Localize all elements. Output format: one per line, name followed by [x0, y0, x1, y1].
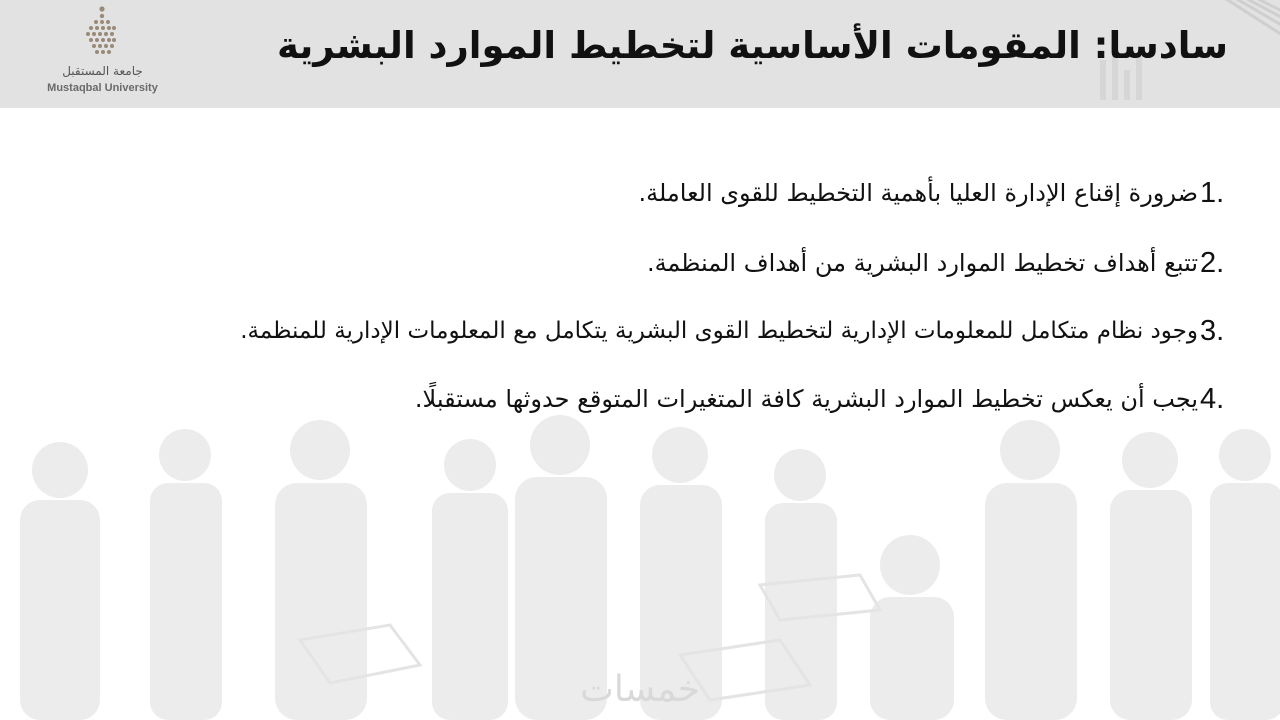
list-item-number: 1. — [1200, 177, 1225, 209]
list-item — [0, 374, 1280, 424]
list-item — [0, 238, 1280, 288]
list-item-number: 4. — [1200, 383, 1225, 415]
logo-arabic-text: جامعة المستقبل — [62, 64, 143, 78]
university-logo — [40, 6, 165, 102]
list-item — [0, 168, 1280, 218]
list-item-text: تتبع أهداف تخطيط الموارد البشرية من أهداف المنظمة. — [646, 249, 1198, 277]
slide-header — [0, 0, 1280, 108]
logo-dots-icon — [84, 6, 120, 62]
list-item — [0, 306, 1280, 356]
slide-title: سادسا: المقومات الأساسية لتخطيط الموارد البشرية — [276, 24, 1228, 67]
list-item-text: يجب أن يعكس تخطيط الموارد البشرية كافة المتغيرات المتوقع حدوثها مستقبلًا. — [414, 385, 1198, 413]
list-item-text: وجود نظام متكامل للمعلومات الإدارية لتخطيط القوى البشرية يتكامل مع المعلومات الإدارية للمنظمة. — [240, 318, 1198, 344]
watermark-text: خمسات — [579, 669, 701, 710]
list-item-number: 2. — [1200, 247, 1225, 279]
logo-english-text: Mustaqbal University — [47, 82, 158, 94]
list-item-text: ضرورة إقناع الإدارة العليا بأهمية التخطيط للقوى العاملة. — [638, 179, 1198, 207]
list-item-number: 3. — [1200, 315, 1225, 347]
